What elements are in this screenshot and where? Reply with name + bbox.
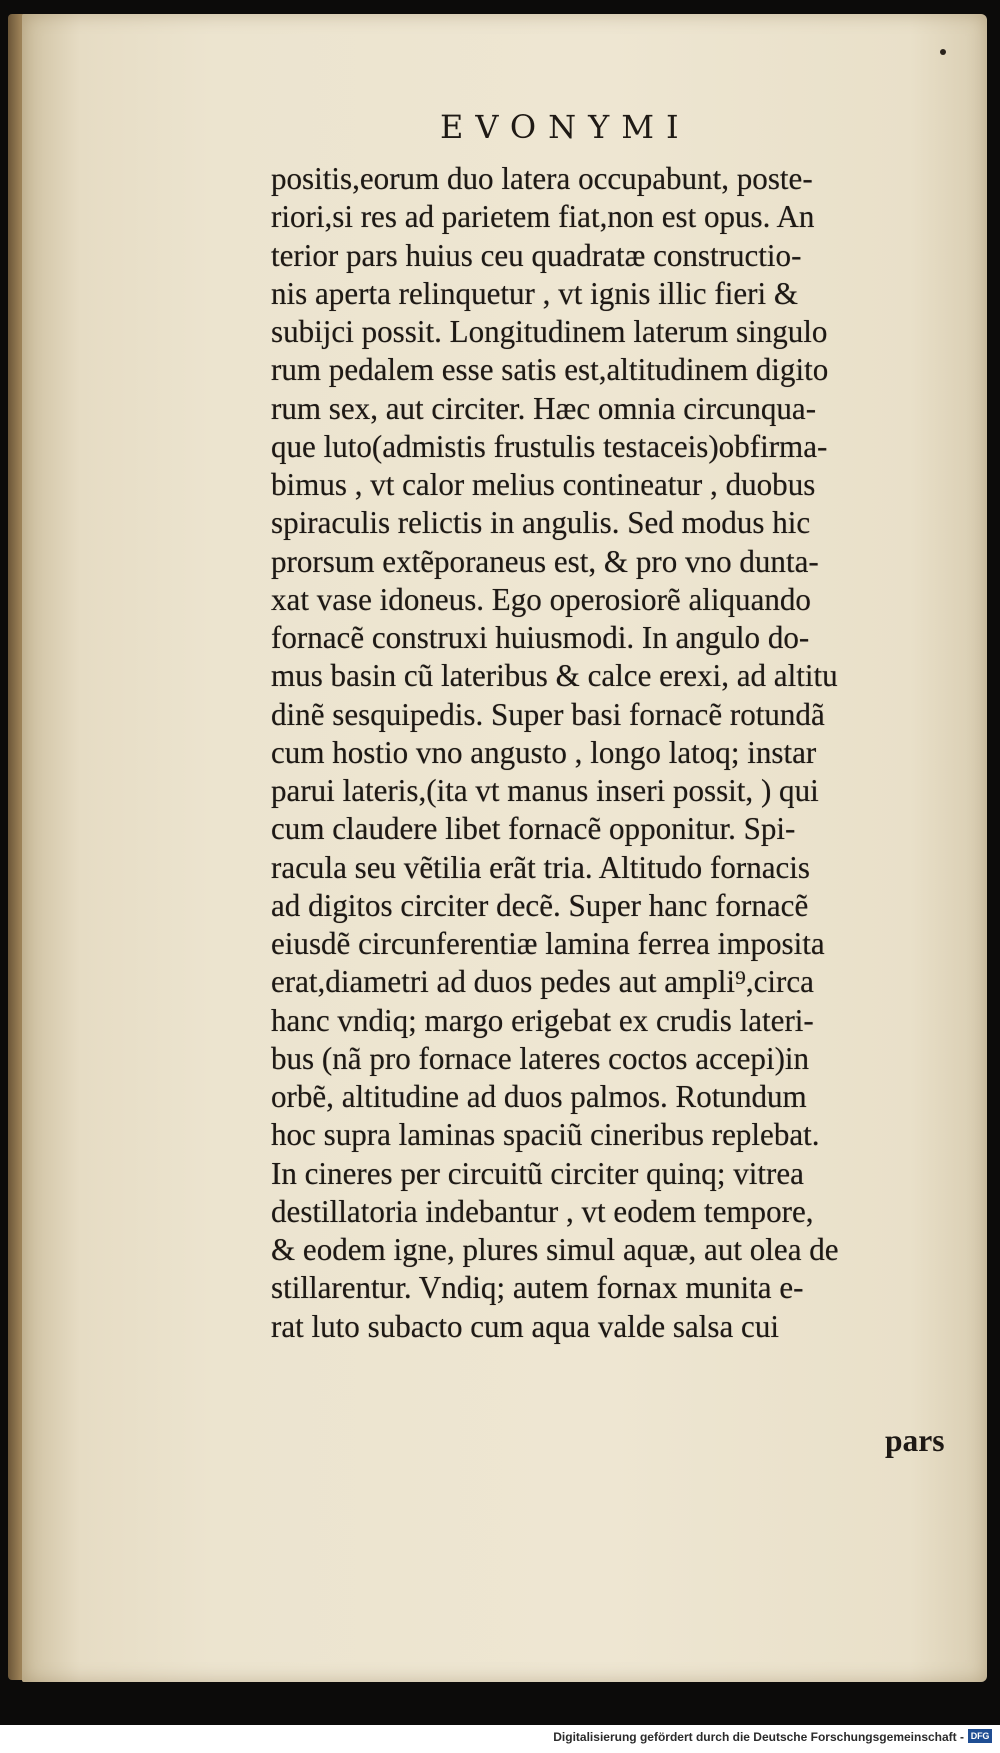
dfg-logo: DFG bbox=[968, 1729, 992, 1743]
text-line: positis,eorum duo latera occupabunt, poste- bbox=[271, 161, 813, 196]
text-line: ad digitos circiter decẽ. Super hanc fornacẽ bbox=[271, 887, 809, 923]
text-line: erat,diametri ad duos pedes aut ampli⁹,circa bbox=[271, 964, 814, 1000]
text-line: racula seu vẽtilia erãt tria. Altitudo fornacis bbox=[271, 849, 811, 885]
text-line: fornacẽ construxi huiusmodi. In angulo do- bbox=[271, 620, 810, 655]
text-line: hanc vndiq; margo erigebat ex crudis lateri- bbox=[271, 1002, 814, 1038]
text-line: cum hostio vno angusto , longo latoq; instar bbox=[271, 734, 817, 770]
ink-spot bbox=[940, 49, 946, 55]
text-line: eiusdẽ circunferentiæ lamina ferrea imposita bbox=[271, 926, 825, 961]
text-line: orbẽ, altitudine ad duos palmos. Rotundum bbox=[271, 1079, 807, 1114]
text-line: parui lateris,(ita vt manus inseri possit, ) qui bbox=[271, 773, 819, 808]
body-text bbox=[271, 160, 971, 1346]
text-line: destillatoria indebantur , vt eodem tempore, bbox=[271, 1193, 814, 1229]
text-line: rat luto subacto cum aqua valde salsa cui bbox=[271, 1308, 779, 1344]
text-line: mus basin cũ lateribus & calce erexi, ad altitu bbox=[271, 658, 838, 694]
catchword: pars bbox=[885, 1423, 945, 1458]
text-line: stillarentur. Vndiq; autem fornax munita e- bbox=[271, 1270, 804, 1306]
text-line: & eodem igne, plures simul aquæ, aut olea de bbox=[271, 1232, 839, 1267]
text-line: hoc supra laminas spaciũ cineribus replebat. bbox=[271, 1117, 820, 1153]
text-line: dinẽ sesquipedis. Super basi fornacẽ rotundã bbox=[271, 696, 825, 732]
text-line: rum pedalem esse satis est,altitudinem digito bbox=[271, 352, 829, 388]
text-line: bus (nã pro fornace lateres coctos accepi)in bbox=[271, 1040, 810, 1076]
text-line: riori,si res ad parietem fiat,non est opus. An bbox=[271, 199, 815, 235]
text-line: subijci possit. Longitudinem laterum singulo bbox=[271, 314, 828, 349]
funding-credit: Digitalisierung gefördert durch die Deutsche Forschungsgemeinschaft - bbox=[553, 1730, 964, 1744]
text-line: spiraculis relictis in angulis. Sed modus hic bbox=[271, 505, 811, 541]
text-line: cum claudere libet fornacẽ opponitur. Spi- bbox=[271, 811, 796, 847]
text-line: prorsum extẽporaneus est, & pro vno dunta- bbox=[271, 543, 819, 579]
text-line: que luto(admistis frustulis testaceis)obfirma- bbox=[271, 428, 828, 464]
text-line: nis aperta relinquetur , vt ignis illic fieri & bbox=[271, 275, 799, 311]
text-line: bimus , vt calor melius contineatur , duobus bbox=[271, 467, 816, 502]
text-line: terior pars huius ceu quadratæ constructio- bbox=[271, 237, 802, 273]
text-line: xat vase idoneus. Ego operosiorẽ aliquando bbox=[271, 581, 811, 617]
running-head: EVONYMI bbox=[440, 108, 691, 146]
footer-bar bbox=[0, 1725, 1000, 1753]
text-line: rum sex, aut circiter. Hæc omnia circunqua- bbox=[271, 390, 817, 426]
text-line: In cineres per circuitũ circiter quinq; vitrea bbox=[271, 1155, 804, 1191]
